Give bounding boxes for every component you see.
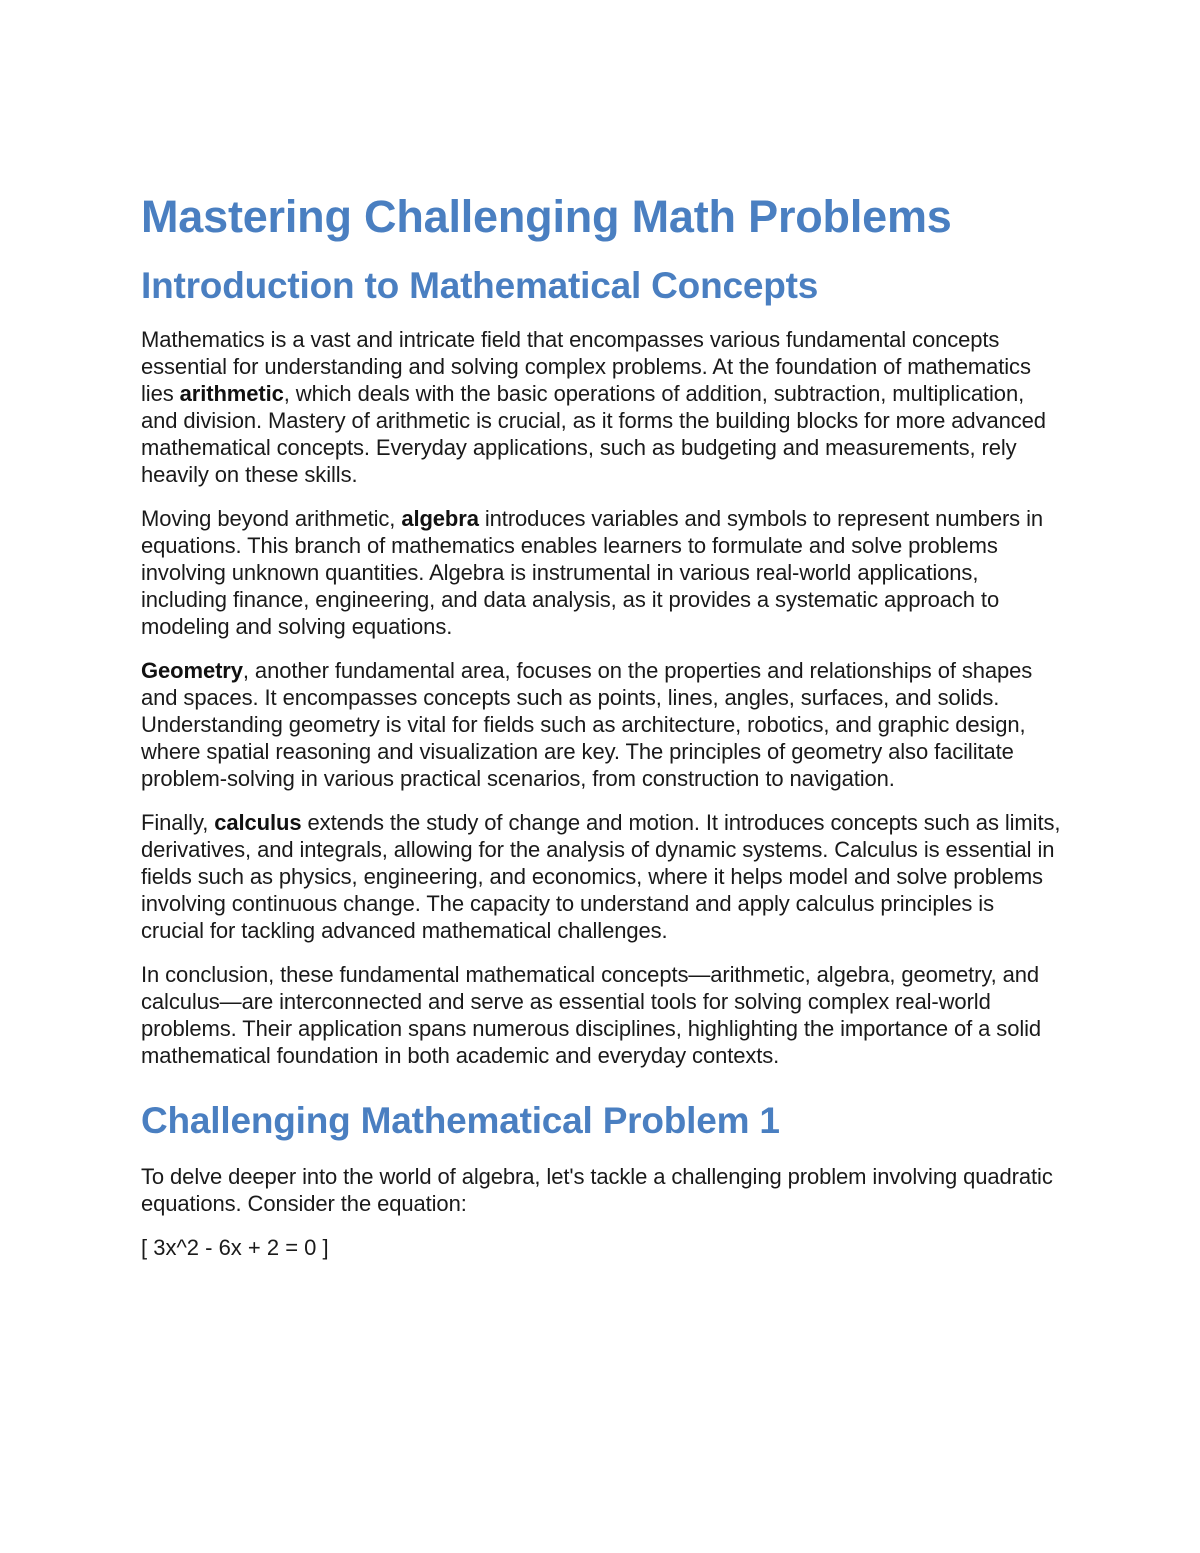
bold-term-algebra: algebra xyxy=(401,506,479,531)
section-heading-problem-1: Challenging Mathematical Problem 1 xyxy=(141,1100,780,1141)
paragraph-problem-intro xyxy=(141,1163,1061,1217)
document-title: Mastering Challenging Math Problems xyxy=(141,191,952,242)
paragraph-text: Moving beyond arithmetic, xyxy=(141,506,402,531)
paragraph-text: , which deals with the basic operations of addition, subtraction, multiplication, and division. Mastery of arithmetic is crucial, as it forms the building blocks for more advanced mathematical concepts. Everyday applications, such as budgeting and measurements, rely heavily on these skills. xyxy=(141,381,1046,487)
paragraph-calculus xyxy=(141,809,1061,944)
paragraph-arithmetic xyxy=(141,326,1061,488)
bold-term-arithmetic: arithmetic xyxy=(179,381,284,406)
equation-quadratic: [ 3x^2 - 6x + 2 = 0 ] xyxy=(141,1235,329,1260)
paragraph-conclusion xyxy=(141,961,1061,1069)
paragraph-text: Mathematics is a vast and intricate field that encompasses various fundamental concepts essential for understanding and solving complex problems. At the foundation of mathematics lies xyxy=(141,327,1031,406)
bold-term-geometry: Geometry xyxy=(141,658,243,683)
paragraph-text: In conclusion, these fundamental mathematical concepts—arithmetic, algebra, geometry, and calculus—are interconnected and serve as essential tools for solving complex real-world problems. Their application spans numerous disciplines, highlighting the importance of a solid mathematical foundation in both academic and everyday contexts. xyxy=(141,962,1042,1068)
paragraph-text: extends the study of change and motion. It introduces concepts such as limits, derivatives, and integrals, allowing for the analysis of dynamic systems. Calculus is essential in fields such as physics, engineering, and economics, where it helps model and solve problems involving continuous change. The capacity to understand and apply calculus principles is crucial for tackling advanced mathematical challenges. xyxy=(141,810,1061,943)
paragraph-algebra xyxy=(141,505,1061,640)
document-page xyxy=(141,190,1061,1261)
paragraph-geometry xyxy=(141,657,1061,792)
paragraph-text: , another fundamental area, focuses on the properties and relationships of shapes and spaces. It encompasses concepts such as points, lines, angles, surfaces, and solids. Understanding geometry is vital for fields such as architecture, robotics, and graphic design, where spatial reasoning and visualization are key. The principles of geometry also facilitate problem-solving in various practical scenarios, from construction to navigation. xyxy=(141,658,1033,791)
section-heading-introduction: Introduction to Mathematical Concepts xyxy=(141,265,819,306)
paragraph-text: Finally, xyxy=(141,810,215,835)
paragraph-text: To delve deeper into the world of algebra, let's tackle a challenging problem involving quadratic equations. Consider the equation: xyxy=(141,1164,1053,1216)
paragraph-text: introduces variables and symbols to represent numbers in equations. This branch of mathematics enables learners to formulate and solve problems involving unknown quantities. Algebra is instrumental in various real-world applications, including finance, engineering, and data analysis, as it provides a systematic approach to modeling and solving equations. xyxy=(141,506,1044,639)
bold-term-calculus: calculus xyxy=(214,810,302,835)
